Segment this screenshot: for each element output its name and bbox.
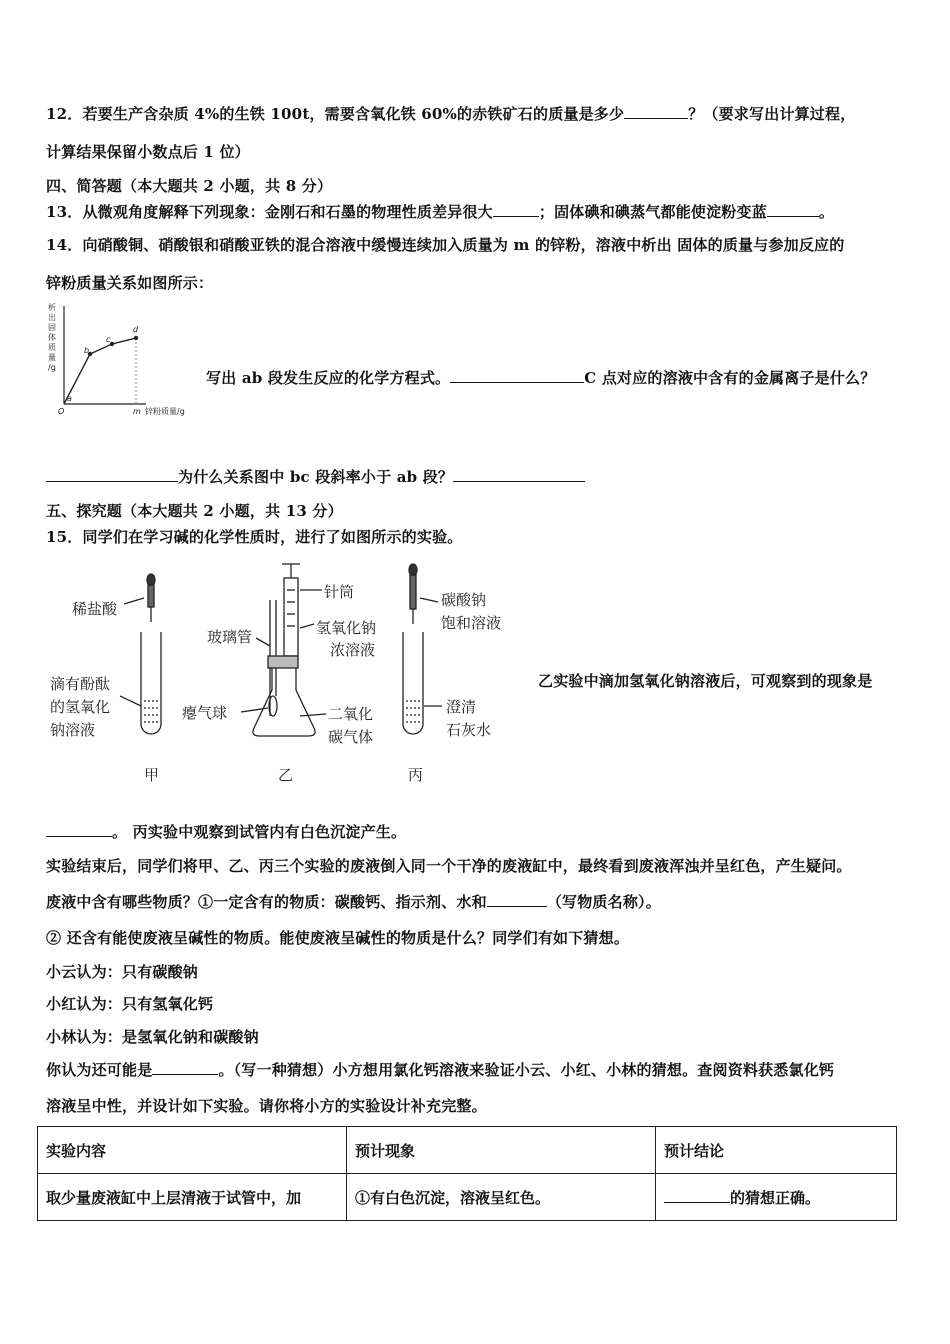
q15-para5: 溶液呈中性，并设计如下实验。请你将小方的实验设计补充完整。 — [46, 1097, 487, 1115]
q15-apparatus-figure — [44, 556, 524, 790]
q15-para2: 废液中含有哪些物质？①一定含有的物质：碳酸钙、指示剂、水和 （写物质名称）。 — [46, 893, 661, 911]
q14-curve — [64, 338, 136, 404]
q13-blank-1[interactable] — [493, 202, 539, 217]
bing-solution-2: 石灰水 — [446, 721, 492, 739]
caption-jia: 甲 — [144, 766, 160, 784]
yi-co2-2: 碳气体 — [328, 728, 374, 746]
jia-solution-2: 的氢氧化 — [50, 698, 111, 716]
cell-phenomenon: ①有白色沉淀，溶液呈红色。 — [347, 1174, 656, 1221]
table-row — [38, 1174, 897, 1221]
jia-solution-3: 钠溶液 — [50, 721, 96, 739]
jia-apparatus — [120, 574, 161, 734]
q14-point-c — [110, 342, 114, 346]
q14-point-d — [134, 336, 138, 340]
yi-co2-1: 二氧化 — [328, 705, 374, 723]
yi-naoh-2: 浓溶液 — [330, 641, 376, 659]
q15-blank-substance[interactable] — [487, 892, 547, 907]
svg-text:析: 析 — [48, 303, 56, 312]
q15-guess-xiaolin: 小林认为：是氢氧化钠和碳酸钠 — [46, 1028, 259, 1046]
jia-solution-1: 滴有酚酞 — [50, 675, 111, 693]
bing-reagent-1: 碳酸钠 — [441, 591, 487, 609]
yi-apparatus — [241, 564, 326, 736]
q15-yi-question: 乙实验中滴加氢氧化钠溶液后，可观察到的现象是 — [538, 672, 873, 690]
section4-title: 四、简答题（本大题共 2 小题，共 8 分） — [46, 177, 333, 195]
q15-bing-line: 。 丙实验中观察到试管内有白色沉淀产生。 — [46, 821, 406, 842]
svg-text:出: 出 — [48, 313, 56, 322]
section5-title: 五、探究题（本大题共 2 小题，共 13 分） — [46, 502, 343, 520]
q14-x-mark: m — [133, 407, 141, 416]
q15-guess-xiaoyun: 小云认为：只有碳酸钠 — [46, 963, 199, 981]
q15-guess-xiaohong: 小红认为：只有氢氧化钙 — [46, 995, 214, 1013]
table-header-row — [38, 1127, 897, 1174]
jia-reagent-label: 稀盐酸 — [72, 600, 118, 618]
table-blank-conclusion[interactable] — [664, 1188, 730, 1203]
svg-text:体: 体 — [48, 333, 56, 342]
caption-yi: 乙 — [278, 766, 294, 784]
q12-answer-blank[interactable] — [624, 104, 688, 119]
svg-text:质: 质 — [48, 343, 56, 352]
q14-origin: O — [58, 407, 65, 416]
q14-x-label: 锌粉质量/g — [145, 407, 185, 416]
q14-blank-equation[interactable] — [450, 368, 584, 383]
q14-label-c: c — [106, 335, 111, 344]
yi-naoh-1: 氢氧化钠 — [316, 619, 377, 637]
q13-line: 13．从微观角度解释下列现象：金刚石和石墨的物理性质差异很大 ；固体碘和碘蒸气都能使淀粉变蓝 。 — [46, 203, 835, 221]
q14-label-b: b — [84, 346, 90, 355]
yi-syringe-label: 针筒 — [324, 583, 355, 601]
bing-apparatus — [403, 564, 442, 734]
yi-balloon-label: 瘪气球 — [182, 704, 228, 722]
experiment-table — [37, 1126, 897, 1221]
q14-bc-line: 为什么关系图中 bc 段斜率小于 ab 段？ — [46, 466, 585, 487]
q14-line1: 14．向硝酸铜、硝酸银和硝酸亚铁的混合溶液中缓慢连续加入质量为 m 的锌粉，溶液中析出 固体的质量与参加反应的 — [46, 236, 845, 254]
q15-intro: 15．同学们在学习碱的化学性质时，进行了如图所示的实验。 — [46, 528, 463, 546]
q12-line2: 计算结果保留小数点后 1 位） — [46, 143, 250, 161]
q15-para1: 实验结束后，同学们将甲、乙、丙三个实验的废液倒入同一个干净的废液缸中，最终看到废液浑浊并呈红色，产生疑问。 — [46, 857, 852, 875]
q15-blank-yi[interactable] — [46, 822, 112, 837]
svg-text:/g: /g — [48, 363, 56, 372]
q14-blank-ions[interactable] — [46, 467, 178, 482]
q14-blank-slope[interactable] — [453, 467, 585, 482]
q15-para4: 你认为还可能是 。（写一种猜想）小方想用氯化钙溶液来验证小云、小红、小林的猜想。查阅资料获悉氯化钙 — [46, 1061, 835, 1079]
q14-line2: 锌粉质量关系如图所示： — [46, 274, 214, 292]
header-content: 实验内容 — [38, 1127, 347, 1174]
header-phenomenon: 预计现象 — [347, 1127, 656, 1174]
bing-reagent-2: 饱和溶液 — [441, 614, 502, 632]
q15-para3: ② 还含有能使废液呈碱性的物质。能使废液呈碱性的物质是什么？同学们有如下猜想。 — [46, 929, 630, 947]
q12-line1: 12．若要生产含杂质 4%的生铁 100t，需要含氧化铁 60%的赤铁矿石的质量是多少 ？（要求写出计算过程， — [46, 105, 856, 123]
bing-solution-1: 澄清 — [446, 698, 477, 716]
svg-text:量: 量 — [48, 353, 56, 362]
yi-glass-tube-label: 玻璃管 — [207, 628, 253, 646]
q13-blank-2[interactable] — [767, 202, 819, 217]
cell-conclusion: 的猜想正确。 — [656, 1174, 897, 1221]
header-conclusion: 预计结论 — [656, 1127, 897, 1174]
svg-text:固: 固 — [48, 323, 56, 332]
q14-ask-line: 写出 ab 段发生反应的化学方程式。 C 点对应的溶液中含有的金属离子是什么？ — [206, 369, 876, 387]
cell-content: 取少量废液缸中上层清液于试管中，加 — [38, 1174, 347, 1221]
q15-blank-guess[interactable] — [152, 1060, 218, 1075]
q14-label-a: a — [67, 394, 72, 403]
q14-graph — [38, 298, 208, 423]
q14-graph-y-label — [48, 302, 56, 372]
caption-bing: 丙 — [408, 766, 424, 784]
q14-label-d: d — [133, 325, 139, 334]
